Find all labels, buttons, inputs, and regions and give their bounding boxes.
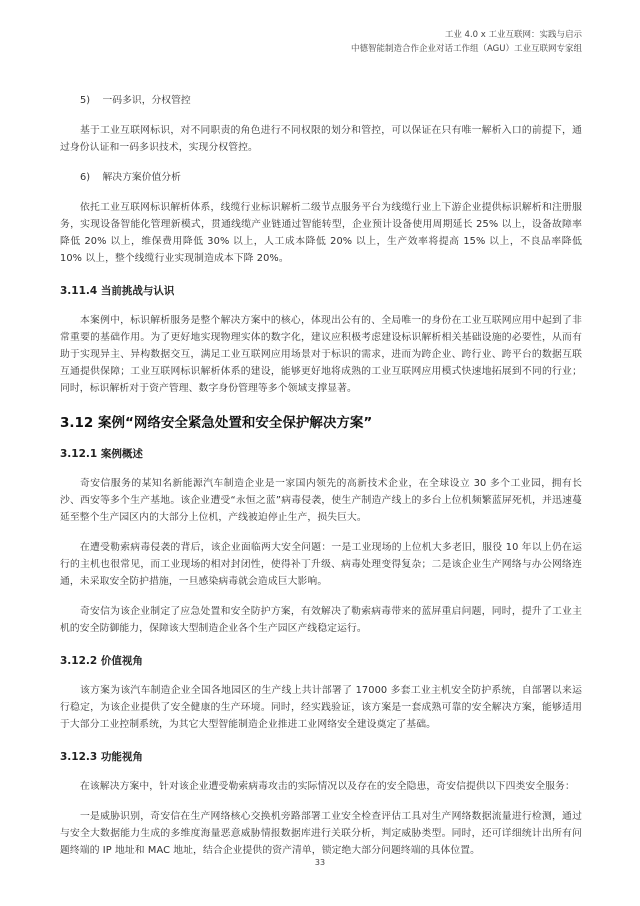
- header-subtitle: 中德智能制造合作企业对话工作组（AGU）工业互联网专家组: [351, 44, 582, 54]
- section-heading-3-12-2: 3.12.2 价值视角: [60, 655, 143, 667]
- list-item-5-heading: 5) 一码多识，分权管控: [80, 95, 191, 106]
- document-body: [60, 92, 582, 859]
- list-item-6-heading: 6) 解决方案价值分析: [80, 172, 181, 183]
- section-heading-3-12-1: 3.12.1 案例概述: [60, 448, 143, 460]
- paragraph-3-12-1-c: 奇安信为该企业制定了应急处置和安全防护方案，有效解决了勒索病毒带来的蓝屏重启问题，同时，提升了工业主机的安全防御能力，保障该大型制造企业各个生产园区产线稳定运行。: [60, 606, 582, 634]
- page-number: 33: [314, 858, 326, 867]
- section-heading-3-12-3: 3.12.3 功能视角: [60, 751, 143, 763]
- paragraph-3-12-3-b: 一是威胁识别，奇安信在生产网络核心交换机旁路部署工业安全检查评估工具对生产网络数据流量进行检测，通过与安全大数据能力生成的多维度海量恶意威胁情报数据库进行关联分析，判定威胁类型。同时，还可详细统计出所有问题终端的 IP 地址和 MAC 地址，结合企业提供的资产清单，锁定绝大部分问题终端的具体位置。: [60, 811, 582, 856]
- paragraph-3-12-3-a: 在该解决方案中，针对该企业遭受勒索病毒攻击的实际情况以及存在的安全隐患，奇安信提供以下四类安全服务：: [80, 781, 575, 792]
- section-heading-3-12: 3.12 案例“网络安全紧急处置和安全保护解决方案”: [60, 415, 373, 431]
- paragraph-item5: 基于工业互联网标识，对不同职责的角色进行不同权限的划分和管控，可以保证在只有唯一解析入口的前提下，通过身份认证和一码多识技术，实现分权管控。: [60, 125, 582, 153]
- paragraph-3-11-4: 本案例中，标识解析服务是整个解决方案中的核心，体现出公有的、全局唯一的身份在工业互联网应用中起到了非常重要的基础作用。为了更好地实现物理实体的数字化，建议应积极考虑建设标识解析相关基础设施的必要性，从而有助于实现异主、异构数据交互，满足工业互联网应用场景对于标识的需求，进而为跨企业、跨行业、跨平台的数据互联互通提供保障；工业互联网标识解析体系的建设，能够更好地将成熟的工业互联网应用模式快速地拓展到不同的行业；同时，标识解析对于资产管理、数字身份管理等多个领域支撑显著。: [60, 315, 582, 394]
- paragraph-3-12-1-b: 在遭受勒索病毒侵袭的背后，该企业面临两大安全问题：一是工业现场的上位机大多老旧，服役 10 年以上仍在运行的主机也很常见，而工业现场的相对封闭性，使得补丁升级、病毒处理变得复杂；二是该企业生产网络与办公网络连通，未采取安全防护措施，一旦感染病毒就会造成巨大影响。: [60, 542, 582, 587]
- section-heading-3-11-4: 3.11.4 当前挑战与认识: [60, 285, 175, 297]
- paragraph-3-12-1-a: 奇安信服务的某知名新能源汽车制造企业是一家国内领先的高新技术企业，在全球设立 30 多个工业园，拥有长沙、西安等多个生产基地。该企业遭受“永恒之蓝”病毒侵袭，使生产制造产线上的多台上位机频繁蓝屏死机，并迅速蔓延至整个生产园区内的大部分上位机，产线被迫停止生产，损失巨大。: [60, 478, 582, 523]
- header-title: 工业 4.0 x 工业互联网：实践与启示: [444, 30, 582, 40]
- page-header: [351, 28, 582, 56]
- paragraph-3-12-2: 该方案为该汽车制造企业全国各地园区的生产线上共计部署了 17000 多套工业主机安全防护系统，自部署以来运行稳定，为该企业提供了安全健康的生产环境。同时，经实践验证，该方案是一套成熟可靠的安全解决方案，能够适用于大部分工业控制系统，为其它大型智能制造企业推进工业网络安全建设奠定了基础。: [60, 685, 582, 730]
- paragraph-item6: 依托工业互联网标识解析体系，线缆行业标识解析二级节点服务平台为线缆行业上下游企业提供标识解析和注册服务，实现设备智能化管理新模式，贯通线缆产业链通过智能转型，企业预计设备使用周期延长 25% 以上，设备故障率降低 20% 以上，维保费用降低 30% 以上，人工成本降低 20% 以上，生产效率将提高 15% 以上，不良品率降低 10% 以上，整个线缆行业实现制造成本下降 20%。: [60, 202, 582, 264]
